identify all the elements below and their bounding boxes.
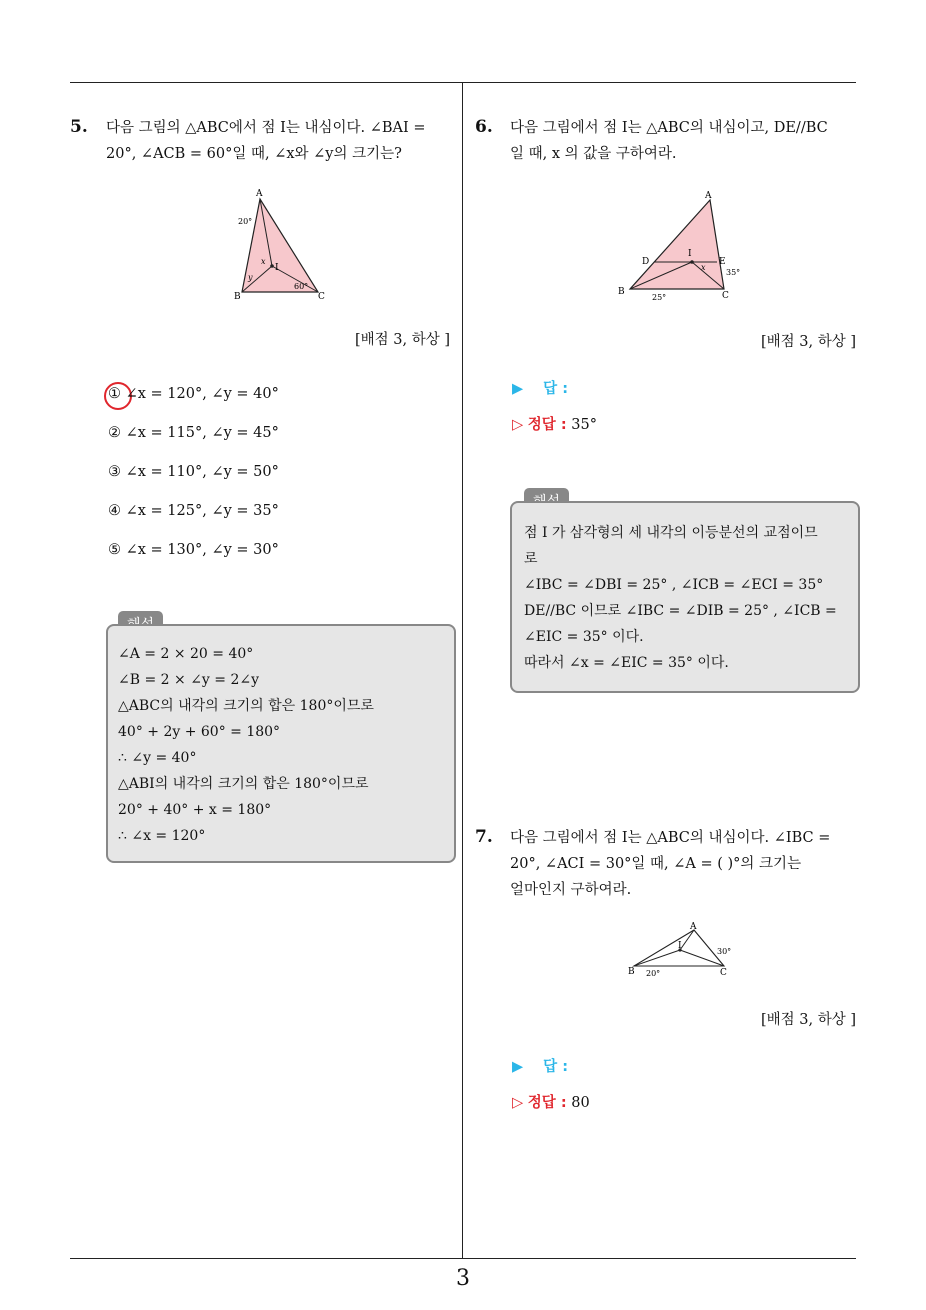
q5-label-y: y	[248, 273, 253, 282]
q6-label-i: I	[688, 249, 692, 259]
q6-figure	[612, 186, 752, 304]
bottom-rule	[70, 1258, 856, 1259]
q6-explanation-line: ∠IBC = ∠DBI = 25° , ∠ICB = ∠ECI = 35°	[524, 577, 824, 593]
q7-correct-value: 80	[571, 1095, 590, 1111]
q6-angle-b: 25°	[652, 293, 667, 302]
q7-correct-label: 정답 :	[527, 1095, 567, 1111]
q5-choice-5[interactable]: ⑤ ∠x = 130°, ∠y = 30°	[108, 542, 279, 558]
q6-label-a: A	[705, 191, 712, 201]
q5-score: [배점 3, 하상 ]	[354, 332, 450, 348]
q6-correct-label: 정답 :	[527, 417, 567, 433]
q5-choice-2[interactable]: ② ∠x = 115°, ∠y = 45°	[108, 425, 279, 441]
q7-angle-c: 30°	[717, 947, 732, 956]
q6-answer-label: 답 :	[543, 381, 569, 397]
q7-figure	[622, 918, 746, 980]
q5-choice-4[interactable]: ④ ∠x = 125°, ∠y = 35°	[108, 503, 279, 519]
q6-text-line1: 다음 그림에서 점 I는 △ABC의 내심이고, DE//BC	[510, 120, 828, 136]
q7-label-c: C	[720, 968, 727, 978]
q7-correct-row	[512, 1091, 590, 1112]
q6-explanation-line: 따라서 ∠x = ∠EIC = 35° 이다.	[524, 655, 729, 671]
column-divider	[462, 82, 463, 1258]
q7-text-line1: 다음 그림에서 점 I는 △ABC의 내심이다. ∠IBC =	[510, 830, 831, 846]
q5-label-b: B	[234, 292, 241, 302]
q6-angle-c: 35°	[726, 268, 741, 277]
outline-triangle-arrow-icon: ▷	[512, 417, 524, 433]
page-number: 3	[456, 1266, 470, 1291]
q6-score: [배점 3, 하상 ]	[760, 334, 856, 350]
q5-explanation-line: ∴ ∠x = 120°	[118, 828, 206, 844]
right-triangle-arrow-icon: ▶	[512, 381, 524, 397]
q5-angle-a: 20°	[238, 217, 253, 226]
q5-explanation-lines	[118, 641, 374, 849]
q5-explanation-line: ∠B = 2 × ∠y = 2∠y	[118, 672, 260, 688]
q7-number: 7.	[475, 827, 493, 847]
q5-label-i: I	[275, 263, 279, 273]
q5-explanation-line: 20° + 40° + x = 180°	[118, 802, 272, 818]
q5-figure	[232, 186, 332, 302]
q6-explanation-lines	[524, 520, 837, 676]
q7-angle-b: 20°	[646, 969, 661, 978]
q6-text-line2: 일 때, x 의 값을 구하여라.	[510, 146, 677, 162]
q7-answer-label: 답 :	[543, 1059, 569, 1075]
top-rule	[70, 82, 856, 83]
q7-score: [배점 3, 하상 ]	[760, 1012, 856, 1028]
q7-text-line2: 20°, ∠ACI = 30°일 때, ∠A = ( )°의 크기는	[510, 856, 802, 872]
q5-choice-1[interactable]: ① ∠x = 120°, ∠y = 40°	[108, 386, 279, 402]
q5-number: 5.	[70, 117, 88, 137]
q7-label-i: I	[678, 941, 682, 951]
q6-label-c: C	[722, 291, 729, 301]
q5-text-line2: 20°, ∠ACB = 60°일 때, ∠x와 ∠y의 크기는?	[106, 146, 402, 162]
q6-explanation-line: 로	[524, 551, 538, 567]
q6-answer-row	[512, 377, 568, 398]
q5-angle-c: 60°	[294, 282, 309, 291]
q6-correct-row	[512, 413, 597, 434]
q7-answer-row	[512, 1055, 568, 1076]
q6-label-d: D	[642, 257, 650, 267]
q6-label-e: E	[719, 257, 726, 267]
q5-explanation-line: 40° + 2y + 60° = 180°	[118, 724, 281, 740]
q5-label-a: A	[256, 189, 263, 199]
outline-triangle-arrow-icon: ▷	[512, 1095, 524, 1111]
right-triangle-arrow-icon: ▶	[512, 1059, 524, 1075]
q5-explanation-line: △ABC의 내각의 크기의 합은 180°이므로	[118, 698, 374, 714]
q6-explanation-line: 점 I 가 삼각형의 세 내각의 이등분선의 교점이므	[524, 525, 818, 541]
q6-explanation-line: ∠EIC = 35° 이다.	[524, 629, 644, 645]
q5-explanation-box	[106, 624, 456, 863]
q5-text-line1: 다음 그림의 △ABC에서 점 I는 내심이다. ∠BAI =	[106, 120, 426, 136]
q7-label-b: B	[628, 967, 635, 977]
q6-label-b: B	[618, 287, 625, 297]
q5-explanation-line: ∴ ∠y = 40°	[118, 750, 197, 766]
q5-explanation-line: △ABI의 내각의 크기의 합은 180°이므로	[118, 776, 369, 792]
q5-choice-3[interactable]: ③ ∠x = 110°, ∠y = 50°	[108, 464, 279, 480]
q6-number: 6.	[475, 117, 493, 137]
q6-correct-value: 35°	[571, 417, 597, 433]
q6-explanation-box	[510, 501, 860, 693]
q6-label-x: x	[701, 263, 706, 272]
q6-explanation-line: DE//BC 이므로 ∠IBC = ∠DIB = 25° , ∠ICB =	[524, 603, 837, 619]
q5-label-x: x	[261, 257, 266, 266]
q5-explanation-line: ∠A = 2 × 20 = 40°	[118, 646, 254, 662]
q5-label-c: C	[318, 292, 325, 302]
q7-text-line3: 얼마인지 구하여라.	[510, 882, 632, 898]
q7-label-a: A	[690, 922, 697, 932]
